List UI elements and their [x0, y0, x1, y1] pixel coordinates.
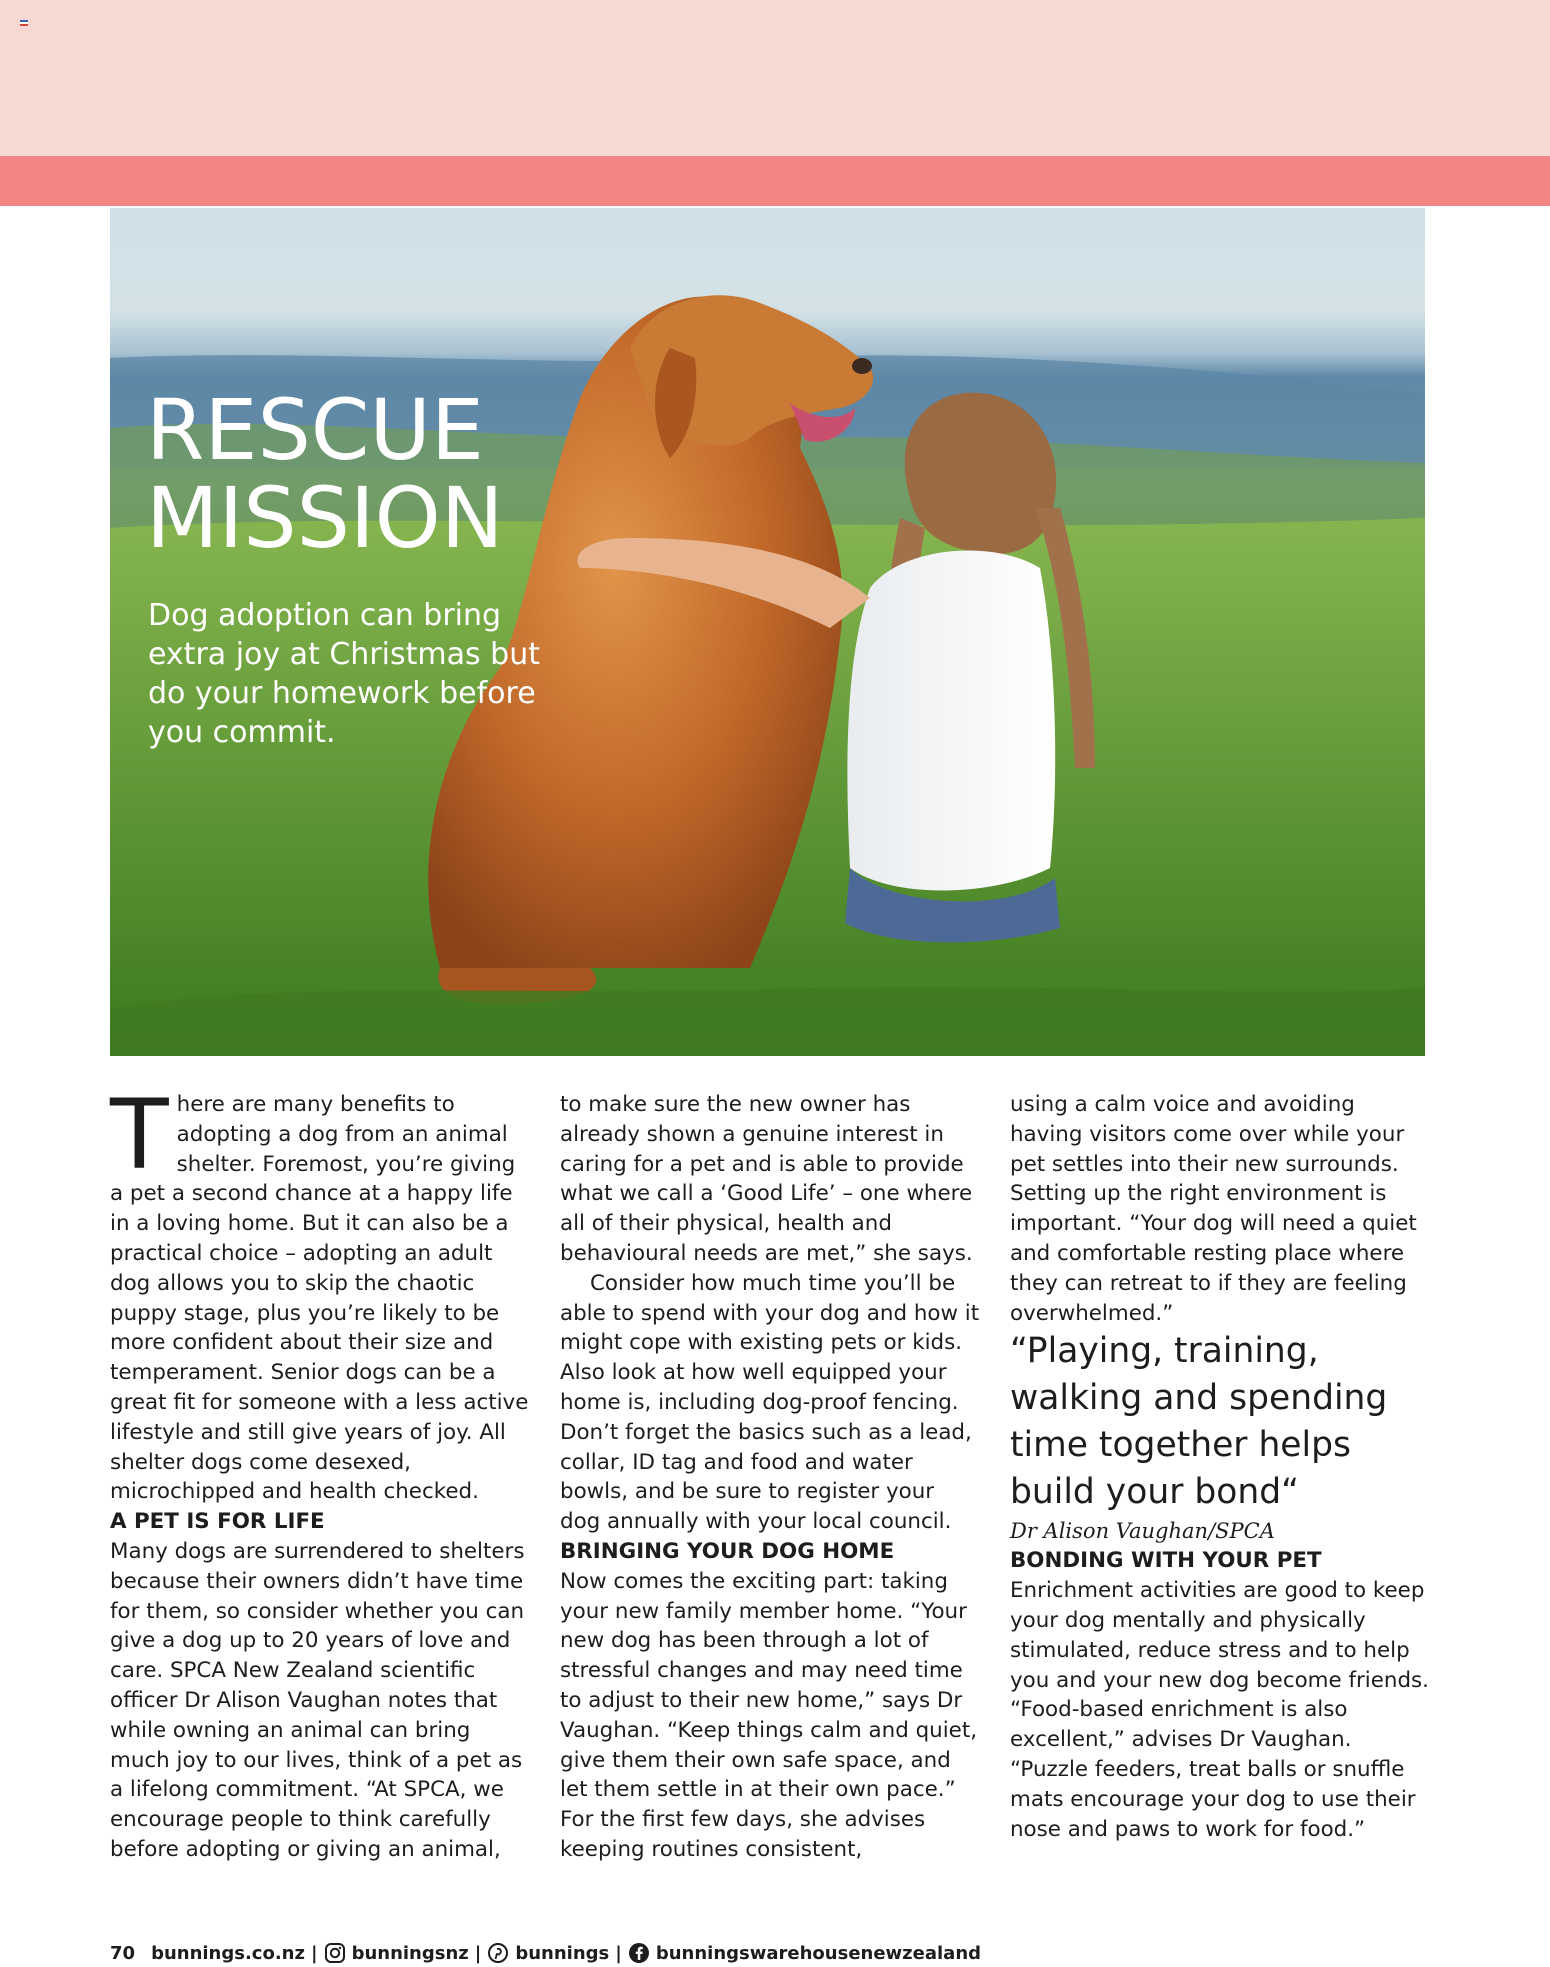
- top-band: [0, 0, 1550, 156]
- accent-bar: [0, 156, 1550, 206]
- pull-quote: “Playing, training, walking and spending time together helps build your bond“: [1010, 1331, 1388, 1513]
- section-heading-bringing-dog-home: BRINGING YOUR DOG HOME: [560, 1538, 895, 1564]
- pinterest-icon: [487, 1942, 509, 1964]
- website-link[interactable]: bunnings.co.nz: [151, 1942, 305, 1964]
- body-text: Now comes the exciting part: taking your new family member home. “Your new dog has been through a lot of stressful changes and may need time to adjust to their new home,” says Dr Vaughan. “Keep things calm and quiet, give them their own safe space, and let them settle in at their own pace.” For the first few days, she advises keeping routines consistent,: [560, 1568, 978, 1862]
- body-text: Enrichment activities are good to keep your dog mentally and physically stimulated, reduce stress and to help you and your new dog become friends. “Food-based enrichment is also excellent,” advises Dr Vaughan. “Puzzle feeders, treat balls or snuffle mats encourage your dog to use their nose and paws to work for food.”: [1010, 1578, 1429, 1842]
- hero-image: [110, 208, 1425, 1056]
- drop-cap: T: [110, 1079, 169, 1191]
- page-footer: [110, 1940, 981, 1966]
- intro-paragraph: [110, 1079, 530, 1507]
- page-number: 70: [110, 1942, 136, 1964]
- pinterest-handle[interactable]: bunnings: [515, 1942, 610, 1964]
- article-column-1: [110, 1079, 530, 1865]
- article-title: RESCUE MISSION: [146, 381, 504, 567]
- body-text: to make sure the new owner has already shown a genuine interest in caring for a pet and is able to provide what we call a ‘Good Life’ – one where all of their physical, health and behavioural needs are met,” she says.: [560, 1092, 973, 1266]
- section-heading-pet-for-life: A PET IS FOR LIFE: [110, 1509, 325, 1535]
- pull-quote-attribution: Dr Alison Vaughan/SPCA: [1010, 1519, 1275, 1544]
- facebook-handle[interactable]: bunningswarehousenewzealand: [655, 1942, 982, 1964]
- article-column-2: [560, 1090, 980, 1865]
- body-text: using a calm voice and avoiding having visitors come over while your pet settles into their new surrounds. Setting up the right environment is important. “Your dog will need a quiet and comfortable resting place where they can retreat to if they are feeling overwhelmed.”: [1010, 1092, 1417, 1326]
- section-heading-bonding: BONDING WITH YOUR PET: [1010, 1548, 1322, 1574]
- body-text: Many dogs are surrendered to shelters because their owners didn’t have time for them, so consider whether you can give a dog up to 20 years of love and care. SPCA New Zealand scientific officer Dr Alison Vaughan notes that while owning an animal can bring much joy to our lives, think of a pet as a lifelong commitment. “At SPCA, we encourage people to think carefully before adopting or giving an animal,: [110, 1538, 525, 1862]
- intro-text: here are many benefits to adopting a dog from an animal shelter. Foremost, you’re giving a pet a second chance at a happy life in a loving home. But it can also be a practical choice – adopting an adult dog allows you to skip the chaotic puppy stage, plus you’re likely to be more confident about their size and temperament. Senior dogs can be a great fit for someone with a less active lifestyle and still give years of joy. All shelter dogs come desexed, microchipped and health checked.: [110, 1092, 529, 1505]
- instagram-handle[interactable]: bunningsnz: [351, 1942, 469, 1964]
- footer-separator: |: [310, 1942, 318, 1964]
- instagram-icon: [324, 1942, 346, 1964]
- footer-separator: |: [615, 1942, 622, 1964]
- footer-separator: |: [474, 1942, 482, 1964]
- flag-icon: [20, 20, 28, 26]
- article-column-3: [1010, 1090, 1430, 1844]
- body-text: Consider how much time you’ll be able to spend with your dog and how it might cope with existing pets or kids. Also look at how well equipped your home is, including dog-proof fencing. Don’t forget the basics such as a lead, collar, ID tag and food and water bowls, and be sure to register your dog annually with your local council.: [560, 1270, 980, 1535]
- article-standfirst: Dog adoption can bring extra joy at Christmas but do your homework before you commit.: [148, 598, 540, 750]
- facebook-icon: [628, 1942, 650, 1964]
